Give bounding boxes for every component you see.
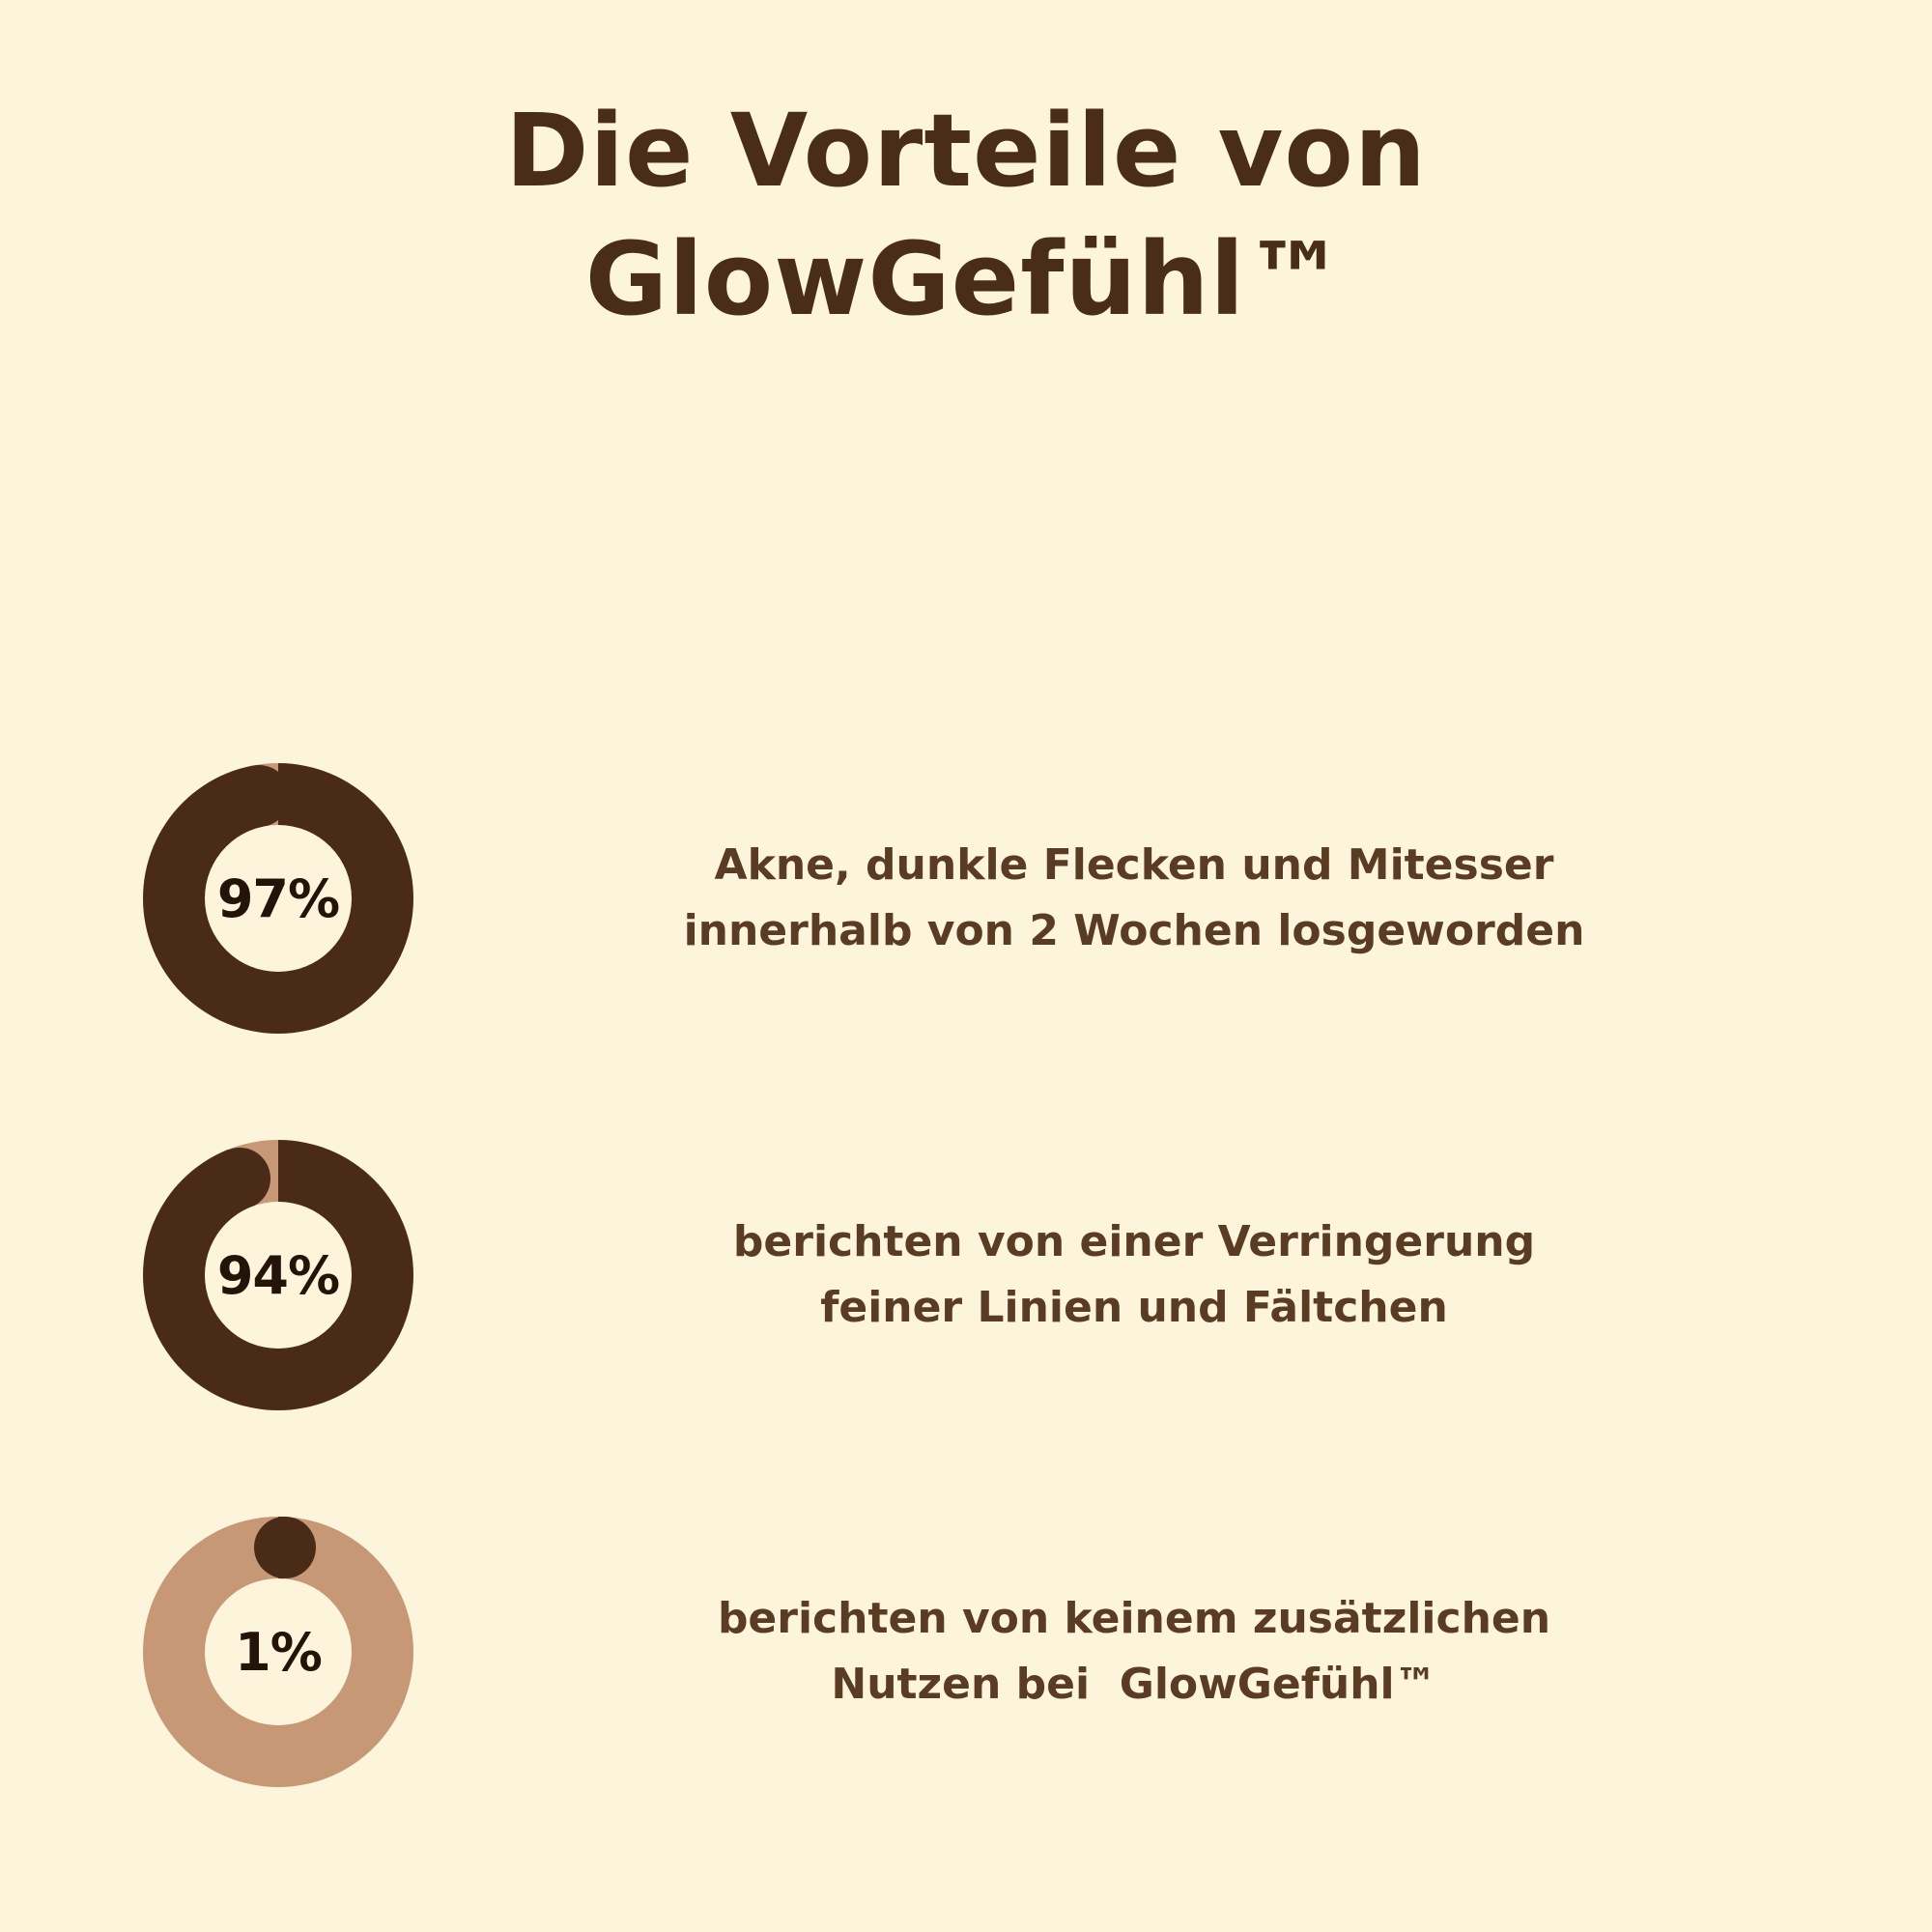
stat-description-line-1: Akne, dunkle Flecken und Mitesser bbox=[714, 839, 1554, 890]
donut-chart-97 bbox=[143, 763, 413, 1034]
donut-center bbox=[205, 1578, 352, 1725]
page-title-line-2: GlowGefühl™ bbox=[584, 220, 1348, 339]
stat-row bbox=[0, 1087, 1932, 1463]
donut-center bbox=[205, 1202, 352, 1349]
donut-end-cap bbox=[209, 1148, 270, 1209]
stat-description-line-1: berichten von keinem zusätzlichen bbox=[717, 1593, 1551, 1643]
stat-row bbox=[0, 710, 1932, 1087]
page-title bbox=[0, 87, 1932, 344]
donut-ring bbox=[143, 1517, 413, 1787]
donut-percent-label: 97% bbox=[216, 867, 340, 929]
stat-row bbox=[0, 1463, 1932, 1840]
page-title-line-1: Die Vorteile von bbox=[505, 92, 1427, 210]
donut-percent-label: 94% bbox=[216, 1244, 340, 1306]
donut-chart-94 bbox=[143, 1140, 413, 1410]
stat-description-line-2: Nutzen bei GlowGefühl™ bbox=[831, 1660, 1437, 1709]
donut-ring bbox=[143, 1140, 413, 1410]
donut-end-cap bbox=[254, 1517, 316, 1578]
stat-description-line-1: berichten von einer Verringerung bbox=[732, 1216, 1536, 1266]
donut-center bbox=[205, 825, 352, 972]
stat-description bbox=[413, 833, 1932, 964]
stat-description bbox=[413, 1586, 1932, 1718]
donut-end-cap bbox=[228, 765, 290, 827]
donut-chart-1 bbox=[143, 1517, 413, 1787]
donut-ring bbox=[143, 763, 413, 1034]
donut-percent-label: 1% bbox=[235, 1621, 322, 1683]
stat-description-line-2: feiner Linien und Fältchen bbox=[820, 1283, 1448, 1332]
stat-description bbox=[413, 1209, 1932, 1341]
stat-description-line-2: innerhalb von 2 Wochen losgeworden bbox=[683, 906, 1585, 955]
stats-list bbox=[0, 710, 1932, 1840]
